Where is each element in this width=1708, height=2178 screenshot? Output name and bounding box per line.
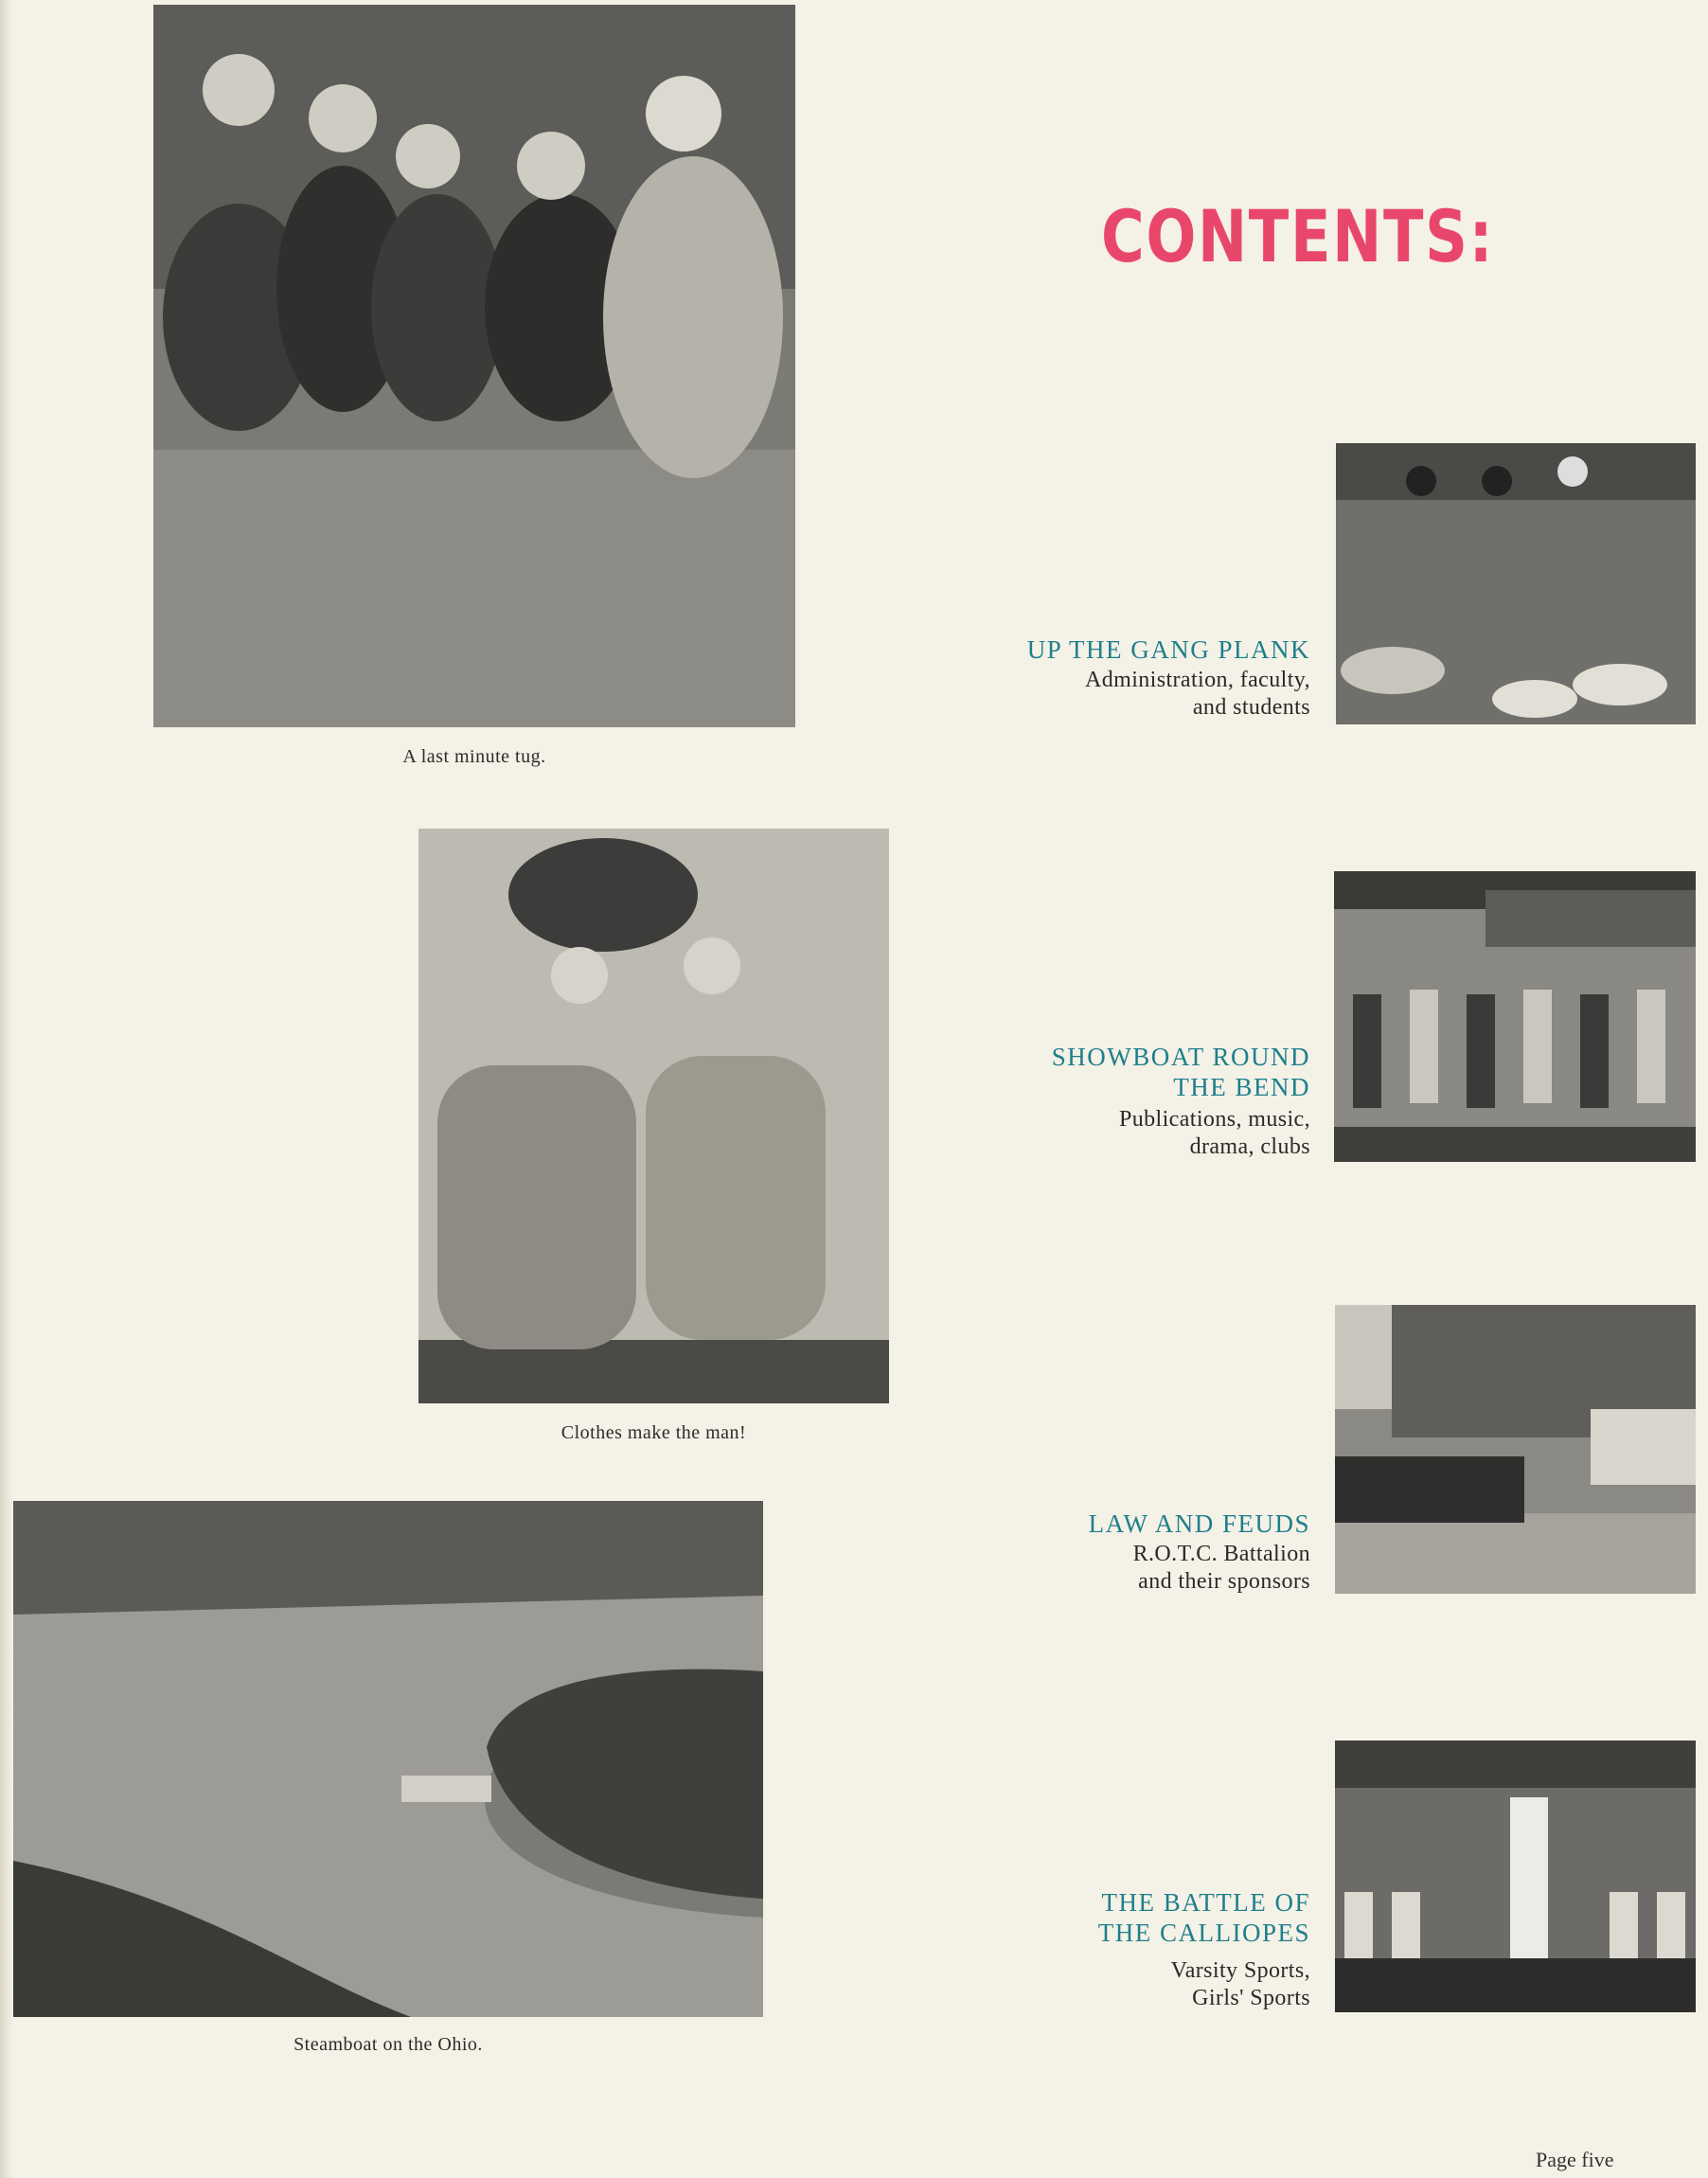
caption-dancers: A last minute tug.: [402, 746, 546, 767]
section-title: THE BATTLE OF: [1101, 1888, 1310, 1917]
page-number: Page five: [1536, 2148, 1614, 2171]
section-description: and students: [1192, 695, 1310, 720]
section-title: LAW AND FEUDS: [1088, 1509, 1310, 1538]
section-title: THE BEND: [1173, 1073, 1310, 1101]
photo-stage-dancers: [1334, 871, 1696, 1162]
caption-barrels: Clothes make the man!: [560, 1422, 747, 1443]
section-description: and their sponsors: [1138, 1569, 1310, 1594]
section-battle-of-the-calliopes: [1098, 1887, 1310, 2012]
section-description: R.O.T.C. Battalion: [1132, 1542, 1310, 1566]
section-description: Varsity Sports,: [1170, 1958, 1310, 1983]
photo-rotc: [1335, 1305, 1696, 1594]
section-up-the-gang-plank: [1027, 634, 1310, 722]
photo-barrels: [418, 829, 889, 1403]
photo-minstrel-makeup: [1336, 443, 1696, 724]
section-law-and-feuds: [1089, 1509, 1310, 1596]
section-description: Administration, faculty,: [1085, 668, 1310, 692]
contents-heading: CONTENTS:: [1101, 194, 1495, 278]
section-showboat-round-the-bend: [1052, 1042, 1310, 1161]
photo-minstrel-show: [1335, 1741, 1696, 2012]
page-binding-edge: [0, 0, 13, 2178]
section-title: UP THE GANG PLANK: [1026, 635, 1310, 664]
photo-steamboat: [13, 1501, 763, 2017]
photo-dancers: [153, 5, 795, 727]
caption-steamboat: Steamboat on the Ohio.: [294, 2034, 483, 2055]
section-description: Publications, music,: [1119, 1107, 1310, 1132]
section-description: drama, clubs: [1189, 1134, 1310, 1159]
section-description: Girls' Sports: [1192, 1986, 1310, 2010]
section-title: THE CALLIOPES: [1097, 1919, 1310, 1947]
section-title: SHOWBOAT ROUND: [1051, 1043, 1310, 1071]
